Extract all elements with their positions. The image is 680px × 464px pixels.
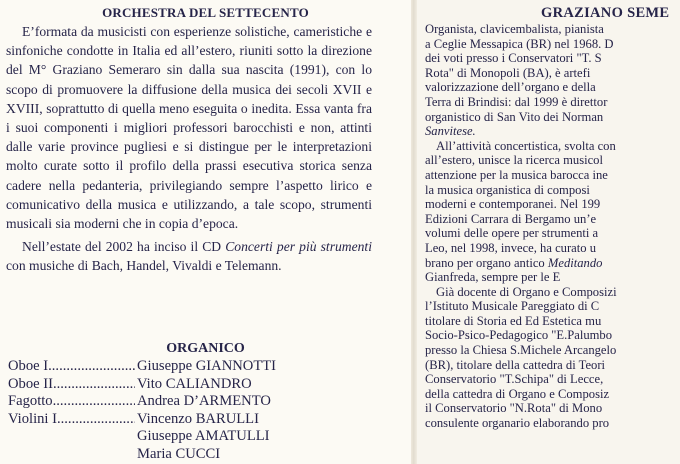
- biography-line: [425, 66, 680, 81]
- roster-role: [8, 358, 135, 376]
- biography-line-text: Già docente di Organo e Composizi: [436, 284, 617, 299]
- roster-role-label: Fagotto: [8, 393, 53, 409]
- dot-leader: [57, 411, 135, 429]
- biography-line: [425, 124, 680, 139]
- dot-leader: [53, 376, 135, 394]
- roster-row: [8, 376, 408, 394]
- semeraro-title: GRAZIANO SEME: [541, 5, 670, 21]
- roster-row: [8, 428, 408, 446]
- organico-title: ORGANICO: [166, 341, 245, 356]
- semeraro-biography: [425, 22, 680, 431]
- biography-line: [425, 153, 680, 168]
- biography-line: [425, 416, 680, 431]
- biography-line: [425, 387, 680, 402]
- roster-row: [8, 446, 408, 464]
- biography-line-text: Organista, clavicembalista, pianista: [425, 22, 604, 36]
- biography-line: [425, 401, 680, 416]
- biography-line-text: valorizzazione dell’organo e della: [425, 80, 596, 95]
- biography-line: [425, 328, 680, 343]
- roster-member-name: Giuseppe GIANNOTTI: [137, 358, 277, 374]
- biography-line: [425, 241, 680, 256]
- biography-line-text: Sanvitese.: [425, 124, 476, 139]
- roster-member-name: Andrea D’ARMENTO: [137, 393, 271, 409]
- roster-member-name: Vincenzo BARULLI: [137, 410, 259, 427]
- biography-line: [425, 80, 680, 95]
- biography-line: [425, 183, 680, 198]
- biography-line-text: All’attività concertistica, svolta con: [436, 138, 616, 153]
- biography-line: [425, 95, 680, 110]
- roster-role-label: Violini I: [8, 410, 57, 427]
- biography-line-text: l’Istituto Musicale Pareggiato di C: [425, 299, 600, 314]
- roster-row: [8, 358, 408, 376]
- biography-line: [425, 314, 680, 329]
- biography-line-text: a Ceglie Messapica (BR) nel 1968. D: [425, 36, 614, 51]
- biography-line: [425, 212, 680, 227]
- roster-role: [8, 376, 135, 394]
- biography-line: [425, 372, 680, 387]
- biography-line-text: moderni e contemporanei. Nel 199: [425, 197, 601, 212]
- paragraph-2-text-end: con musiche di Bach, Handel, Vivaldi e Telemann.: [6, 258, 282, 274]
- roster-member-name: Maria CUCCI: [137, 445, 221, 462]
- cd-title: Concerti per più strumenti: [225, 239, 372, 255]
- biography-line: [425, 110, 680, 125]
- biography-line: [425, 226, 680, 241]
- roster-member-name: Vito CALIANDRO: [137, 375, 252, 392]
- roster-role: [8, 428, 135, 446]
- biography-line: [425, 343, 680, 358]
- biography-line-text: consulente organario elaborando pro: [425, 416, 610, 431]
- biography-line-text: Edizioni Carrara di Bergamo un’e: [425, 211, 597, 226]
- biography-line: [425, 197, 680, 212]
- biography-line: [425, 139, 680, 154]
- orchestra-paragraph-2: [6, 237, 372, 275]
- organico-roster: [8, 358, 408, 463]
- biography-line-text: Socio-Psico-Pedagogico "E.Palumbo: [425, 328, 613, 343]
- biography-line-text: la musica organistica di composi: [425, 182, 590, 197]
- biography-line-text: all’estero, unisce la ricerca musicol: [425, 153, 603, 168]
- orchestra-description: [6, 22, 372, 276]
- roster-row: [8, 411, 408, 429]
- biography-italic-title: Meditando: [547, 255, 603, 270]
- roster-role: [8, 446, 135, 464]
- biography-line-text: dei voti presso i Conservatori "T. S: [425, 51, 602, 66]
- biography-line: [425, 256, 680, 271]
- orchestra-paragraph-1: E’formata da musicisti con esperienze solistiche, cameristiche e sinfoniche condotte in Italia ed all’estero, riuniti sotto la direzione del M° Graziano Semeraro sin dalla sua nascita (1991), con lo scopo di promuovere la diffusione della musica dei secoli XVII e XVIII, soprattutto di quella meno eseguita o inedita. Essa vanta fra i suoi componenti i migliori professori barocchisti e non, attinti dalle varie province pugliesi e si distingue per le interpretazioni molto curate sotto il profilo della prassi esecutiva storica senza cadere nella pedanteria, privilegiando sempre l’aspetto lirico e comunicativo della musica e utilizzando, a tale scopo, strumenti musicali sia moderni che in copia d’epoca.: [6, 24, 372, 232]
- biography-line-text: della cattedra di Organo e Composiz: [425, 386, 610, 401]
- biography-line: [425, 299, 680, 314]
- roster-role-label: Oboe I: [8, 358, 49, 374]
- biography-line-text: Rota" di Monopoli (BA), è artefi: [425, 65, 591, 80]
- biography-line-text: titolare di Storia ed Ed Estetica mu: [425, 313, 602, 328]
- dot-leader: [53, 393, 135, 411]
- biography-line-text: Gianfreda, sempre per le E: [425, 270, 561, 285]
- roster-row: [8, 393, 408, 411]
- roster-role: [8, 411, 135, 429]
- roster-role: [8, 393, 135, 411]
- biography-line: [425, 270, 680, 285]
- biography-line-text: presso la Chiesa S.Michele Arcangelo: [425, 343, 617, 358]
- biography-line-text: (BR), titolare della cattedra di Teori: [425, 357, 606, 372]
- paragraph-2-text-start: Nell’estate del 2002 ha inciso il CD: [22, 239, 226, 255]
- biography-line: [425, 51, 680, 66]
- biography-line: [425, 22, 680, 37]
- biography-line: [425, 358, 680, 373]
- biography-line-text: il Conservatorio "N.Rota" di Mono: [425, 401, 603, 416]
- biography-line-text: brano per organo antico: [425, 255, 548, 270]
- biography-line: [425, 285, 680, 300]
- roster-member-name: Giuseppe AMATULLI: [137, 428, 270, 444]
- biography-line-text: volumi delle opere per strumenti a: [425, 226, 599, 241]
- biography-line: [425, 37, 680, 52]
- biography-line-text: Leo, nel 1998, invece, ha curato u: [425, 240, 596, 255]
- roster-role-label: Oboe II: [8, 375, 53, 392]
- right-page: [417, 0, 680, 464]
- biography-line-text: attenzione per la musica barocca ine: [425, 167, 608, 182]
- biography-line-text: Conservatorio "T.Schipa" di Lecce,: [425, 372, 604, 387]
- biography-line-text: Terra di Brindisi: dal 1999 è direttor: [425, 94, 608, 109]
- biography-line: [425, 168, 680, 183]
- biography-line-text: organistico di San Vito dei Norman: [425, 109, 604, 124]
- dot-leader: [48, 358, 135, 376]
- orchestra-title: ORCHESTRA DEL SETTECENTO: [102, 5, 309, 20]
